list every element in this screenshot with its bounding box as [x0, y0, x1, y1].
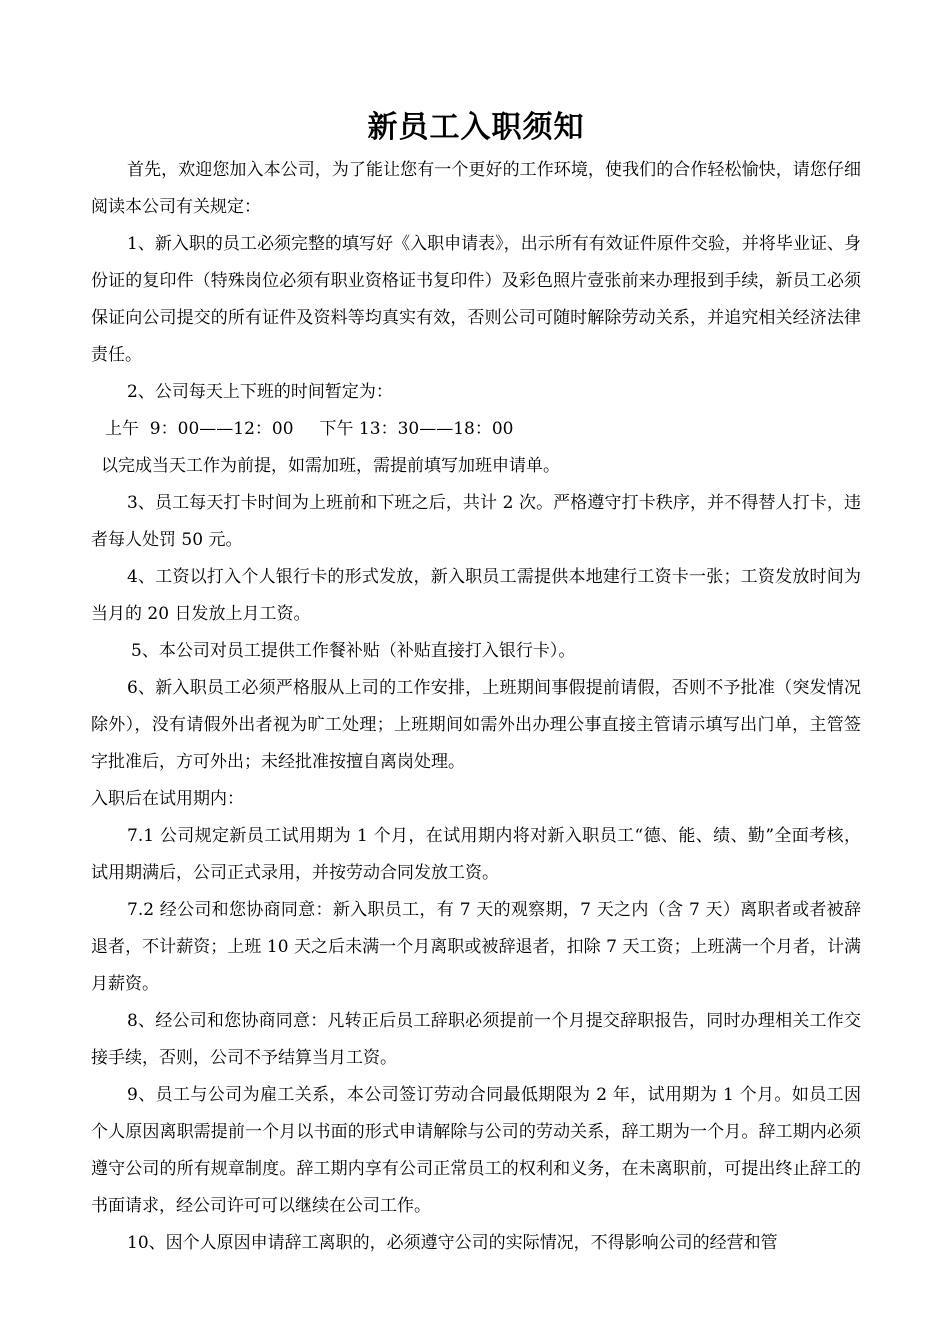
item-6-paragraph: 6、新入职员工必须严格服从上司的工作安排，上班期间事假提前请假，否则不予批准（突发情况除外），没有请假外出者视为旷工处理；上班期间如需外出办理公事直接主管请示填写出门单，主管签字批准后，方可外出；未经批准按擅自离岗处理。 [91, 678, 861, 772]
item-2-note: 以完成当天工作为前提，如需加班，需提前填写加班申请单。 [101, 456, 560, 476]
item-2-paragraph: 2、公司每天上下班的时间暂定为： [127, 382, 393, 402]
item-4-paragraph: 4、工资以打入个人银行卡的形式发放，新入职员工需提供本地建行工资卡一张；工资发放时间为当月的 20 日发放上月工资。 [91, 567, 861, 624]
item-8-paragraph: 8、经公司和您协商同意：凡转正后员工辞职必须提前一个月提交辞职报告，同时办理相关工作交接手续，否则，公司不予结算当月工资。 [91, 1011, 861, 1068]
item-5-paragraph: 5、本公司对员工提供工作餐补贴（补贴直接打入银行卡）。 [131, 641, 576, 661]
item-3-paragraph: 3、员工每天打卡时间为上班前和下班之后，共计 2 次。严格遵守打卡秩序，并不得替人打卡，违者每人处罚 50 元。 [91, 493, 861, 550]
document-page [91, 100, 861, 1262]
intro-paragraph: 首先，欢迎您加入本公司，为了能让您有一个更好的工作环境，使我们的合作轻松愉快，请您仔细阅读本公司有关规定： [91, 160, 861, 217]
item-7-2-paragraph: 7.2 经公司和您协商同意：新入职员工，有 7 天的观察期，7 天之内（含 7 天）离职者或者被辞退者，不计薪资；上班 10 天之后未满一个月离职或被辞退者，扣除 7 天工资；上班满一个月者，计满月薪资。 [91, 900, 861, 994]
afternoon-hours: 下午 13：30——18：00 [319, 419, 514, 439]
probation-heading: 入职后在试用期内： [91, 789, 244, 809]
item-10-paragraph: 10、因个人原因申请辞工离职的，必须遵守公司的实际情况，不得影响公司的经营和管 [127, 1233, 778, 1253]
document-title: 新员工入职须知 [367, 110, 585, 145]
item-1-paragraph: 1、新入职的员工必须完整的填写好《入职申请表》，出示所有有效证件原件交验，并将毕业证、身份证的复印件（特殊岗位必须有职业资格证书复印件）及彩色照片壹张前来办理报到手续，新员工必须保证向公司提交的所有证件及资料等均真实有效，否则公司可随时解除劳动关系，并追究相关经济法律责任。 [91, 234, 861, 365]
item-7-1-paragraph: 7.1 公司规定新员工试用期为 1 个月，在试用期内将对新入职员工“德、能、绩、勤”全面考核，试用期满后，公司正式录用，并按劳动合同发放工资。 [91, 826, 861, 883]
morning-hours: 上午 9：00——12：00 [105, 419, 294, 439]
item-9-paragraph: 9、员工与公司为雇工关系，本公司签订劳动合同最低期限为 2 年，试用期为 1 个月。如员工因个人原因离职需提前一个月以书面的形式申请解除与公司的劳动关系，辞工期为一个月。辞工期内必须遵守公司的所有规章制度。辞工期内享有公司正常员工的权利和义务，在未离职前，可提出终止辞工的书面请求，经公司许可可以继续在公司工作。 [91, 1085, 861, 1216]
work-hours-line [91, 411, 861, 448]
